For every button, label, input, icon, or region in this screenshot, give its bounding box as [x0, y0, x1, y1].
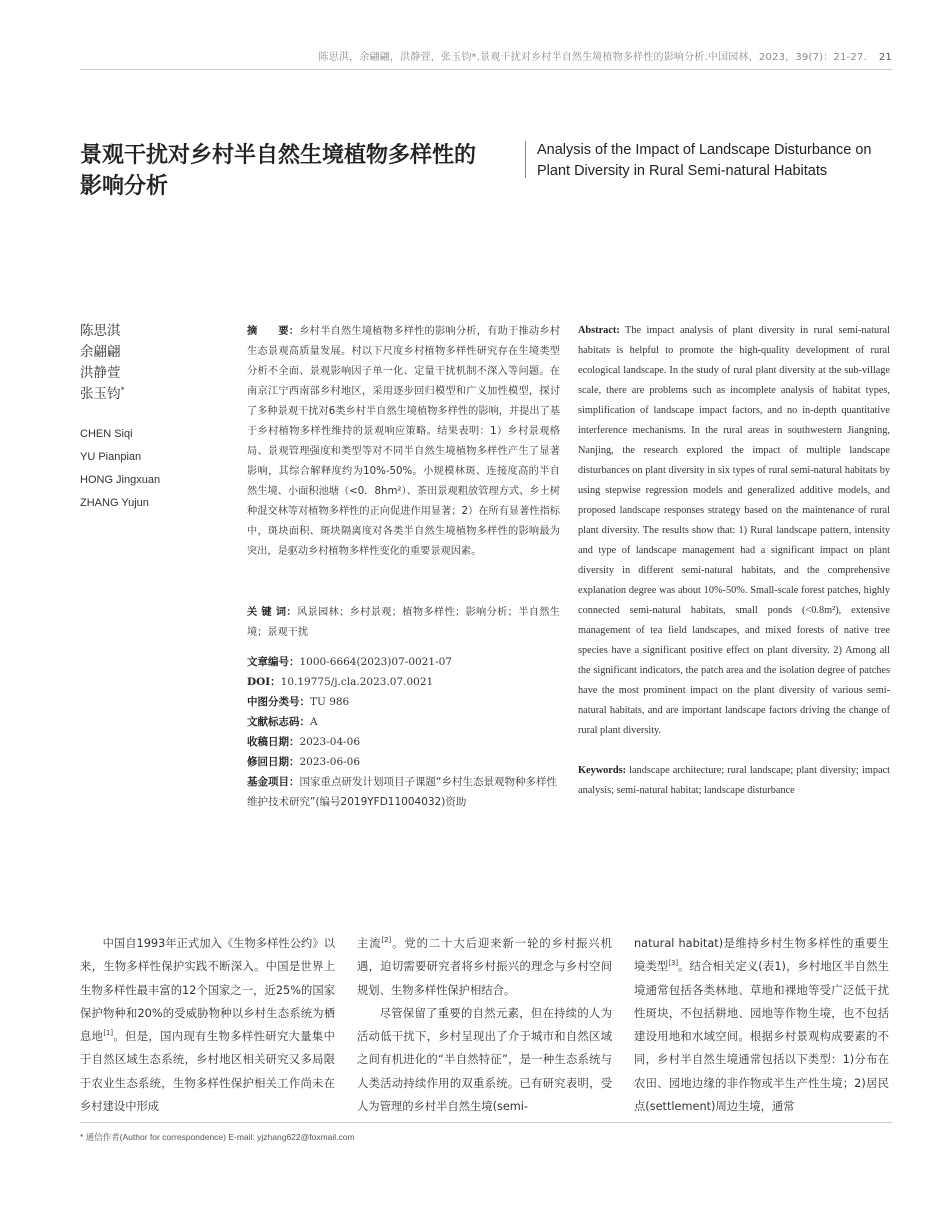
keywords-english — [578, 761, 890, 801]
meta-value: A — [310, 716, 318, 728]
body-column-2 — [357, 932, 612, 1118]
meta-label: DOI： — [247, 676, 281, 688]
author-list-chinese — [80, 321, 125, 405]
citation-ref[interactable]: [1] — [103, 1029, 113, 1038]
header-divider — [80, 69, 892, 70]
keywords-label-chinese: 关 键 词： — [247, 606, 297, 618]
meta-label: 中图分类号： — [247, 696, 310, 708]
page-number: 21 — [878, 52, 892, 63]
keywords-label-english: Keywords: — [578, 765, 627, 776]
meta-label: 基金项目： — [247, 776, 300, 788]
body-text: 主流 — [357, 937, 382, 950]
author-cn: 余翩翩 — [80, 344, 121, 360]
running-header-citation: 陈思淇，余翩翩，洪静萱，张玉钧*.景观干扰对乡村半自然生境植物多样性的影响分析.中国园林，2023，39(7)：21-27. — [318, 52, 867, 63]
meta-funding — [247, 772, 567, 812]
abstract-chinese — [247, 321, 560, 562]
abstract-text-english: The impact analysis of plant diversity in rural semi-natural habitats is helpful to promote the high-quality development of rural ecological landscape. In the study of rural plant diversity at the sub-village scale, there are problems such as incomplete analysis of habitat types, simplification of landscape impact factors, and no in-depth quantitative interference mechanisms. In the rural areas in southwestern Jiangning, Nanjing, the research explored the impact of multiple landscape disturbances on plant diversity in six types of rural semi-natural habitats by using stepwise regression models and generalized additive models, and proposed landscape responses strategy based on the maintenance of rural plant diversity. The results show that: 1) Rural landscape pattern, intensity and type of landscape management had a significant impact on plant diversity in different semi-natural habitats, and the comprehensive explanation degree was about 10%-50%. Small-scale forest patches, highly connected semi-natural habitats, small ponds (<0.8m²), extensive management of tea field landscapes, and mixed forests of native tree species have a significant positive effect on plant diversity. 2) Among all the significant indicators, the patch area and the isolation degree of patches have the most prominent impact on the plant diversity of various semi-natural habitats, and are important landscape factors driving the change of rural plant diversity. — [578, 325, 890, 736]
abstract-label-chinese: 摘 要： — [247, 325, 300, 337]
body-paragraph — [357, 932, 612, 1002]
meta-label: 文章编号： — [247, 656, 300, 668]
title-chinese-line1: 景观干扰对乡村半自然生境植物多样性的 — [80, 143, 477, 168]
keywords-chinese — [247, 602, 560, 643]
meta-label: 收稿日期： — [247, 736, 300, 748]
meta-label: 文献标志码： — [247, 716, 310, 728]
body-text: 。结合相关定义(表1)，乡村地区半自然生境通常包括各类林地、草地和裸地等受广泛低干扰性斑块，不包括耕地、园地等作物生境，也不包括建设用地和水域空间。根据乡村景观构成要素的不同，乡村半自然生境通常包括以下类型：1)分布在农田、园地边缘的非作物或半生产性生境；2)居民点(settlement)周边生境，通常 — [634, 960, 889, 1114]
author-cn: 洪静萱 — [80, 365, 121, 381]
body-text: 。但是，国内现有生物多样性研究大量集中于自然区域生态系统，乡村地区相关研究又多局限于农业生态系统，生物多样性保护相关工作尚未在乡村建设中形成 — [80, 1030, 335, 1114]
meta-revised-date — [247, 752, 567, 772]
footnote: * 通信作者(Author for correspondence) E-mail: yjzhang622@foxmail.com — [80, 1132, 355, 1142]
title-english-line1: Analysis of the Impact of Landscape Disturbance on — [537, 142, 872, 158]
title-chinese-line2: 影响分析 — [80, 174, 169, 199]
body-paragraph: 尽管保留了重要的自然元素，但在持续的人为活动低干扰下，乡村呈现出了介于城市和自然区域之间有机进化的“半自然特征”，是一种生态系统与人类活动持续作用的双重系统。已有研究表明，受人为管理的乡村半自然生境(semi- — [357, 1006, 612, 1114]
author-cn: 张玉钧 — [80, 386, 121, 402]
title-english — [537, 140, 897, 182]
meta-classification — [247, 692, 567, 712]
author-cn: 陈思淇 — [80, 323, 121, 339]
meta-value: 1000-6664(2023)07-0021-07 — [299, 656, 452, 668]
meta-value: 2023-04-06 — [299, 736, 361, 748]
author-list-english — [80, 423, 160, 515]
abstract-english — [578, 321, 890, 741]
article-metadata — [247, 652, 567, 812]
citation-ref[interactable]: [2] — [381, 936, 392, 945]
abstract-text-chinese: 乡村半自然生境植物多样性的影响分析，有助于推动乡村生态景观高质量发展。村以下尺度乡村植物多样性研究存在生境类型分析不全面、景观影响因子单一化、定量干扰机制不深入等问题。在南京江宁西南部乡村地区，采用逐步回归模型和广义加性模型，探讨了多种景观干扰对6类乡村半自然生境植物多样性的影响，并提出了基于乡村植物多样性维持的景观响应策略。结果表明：1）乡村景观格局、景观管理强度和类型等对不同半自然生境植物多样性产生了显著影响，其综合解释度约为10%-50%。小规模林斑、连接度高的半自然生境、小面积池塘（<0．8hm²）、茶田景观粗放管理方式、乡土树种混交林等对植物多样性的正向促进作用显著；2）在所有显著性指标中，斑块面积、斑块隔离度对各类半自然生境植物多样性的影响最为突出，是驱动乡村植物多样性变化的重要景观因素。 — [247, 326, 561, 557]
body-text: natural habitat)是维持乡村生物多样性的重要生境类型 — [634, 937, 889, 974]
body-paragraph — [634, 932, 889, 1118]
body-column-1 — [80, 932, 335, 1118]
meta-received-date — [247, 732, 567, 752]
meta-value: 2023-06-06 — [299, 756, 361, 768]
title-chinese — [80, 140, 505, 202]
body-column-3 — [634, 932, 889, 1118]
meta-value: TU 986 — [310, 696, 350, 708]
running-header — [319, 48, 892, 63]
title-separator — [525, 141, 526, 178]
body-text: 中国自1993年正式加入《生物多样性公约》以来，生物多样性保护实践不断深入。中国是世界上生物多样性最丰富的12个国家之一，近25%的国家保护物种和20%的受威胁物种以乡村生态系统为栖息地 — [80, 937, 335, 1044]
citation-ref[interactable]: [3] — [668, 959, 678, 968]
meta-value: 国家重点研发计划项目子课题“乡村生态景观物种多样性维护技术研究”(编号2019YFD11004032)资助 — [247, 776, 557, 808]
meta-value: 10.19775/j.cla.2023.07.0021 — [280, 676, 434, 688]
meta-document-code — [247, 712, 567, 732]
author-en: HONG Jingxuan — [80, 474, 161, 486]
body-paragraph — [80, 932, 335, 1118]
meta-doi — [247, 672, 567, 692]
keywords-text-chinese: 风景园林；乡村景观；植物多样性；影响分析；半自然生境；景观干扰 — [247, 607, 560, 638]
author-en: YU Pianpian — [80, 451, 142, 463]
meta-label: 修回日期： — [247, 756, 300, 768]
corresponding-author-mark: * — [120, 384, 125, 395]
meta-article-number — [247, 652, 567, 672]
author-en: ZHANG Yujun — [80, 497, 149, 509]
footnote-divider — [80, 1122, 892, 1123]
title-english-line2: Plant Diversity in Rural Semi-natural Habitats — [537, 163, 828, 179]
abstract-label-english: Abstract: — [578, 325, 620, 336]
body-text: 。党的二十大后迎来新一轮的乡村振兴机遇，迫切需要研究者将乡村振兴的理念与乡村空间规划、生物多样性保护相结合。 — [357, 937, 612, 997]
keywords-text-english: landscape architecture; rural landscape; plant diversity; impact analysis; semi-natural habitat; landscape disturbance — [578, 765, 890, 796]
author-en: CHEN Siqi — [80, 428, 133, 440]
author-cn-corresponding — [80, 384, 125, 405]
